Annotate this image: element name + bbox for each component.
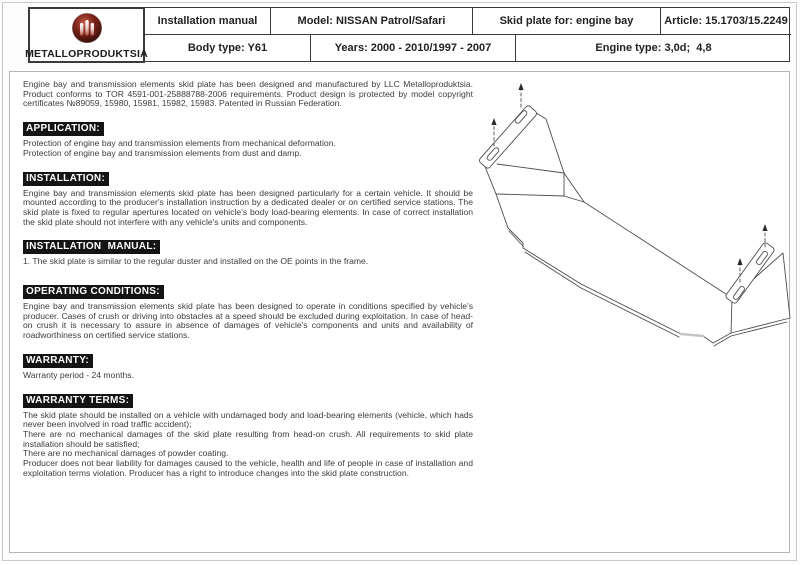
- arrowhead-icon: [491, 118, 496, 125]
- section-installation-manual: [23, 236, 473, 272]
- section-application: [23, 118, 473, 158]
- text-column: [23, 80, 473, 487]
- header-cell-model: Model: NISSAN Patrol/Safari: [271, 8, 473, 34]
- section-title-warranty-terms: WARRANTY TERMS:: [23, 394, 133, 408]
- skid-plate-diagram: [466, 76, 796, 361]
- arrowhead-icon: [737, 258, 742, 265]
- intro-paragraph: Engine bay and transmission elements skid plate has been designed and manufactured by LLC Metalloproduktsia. Product conforms to TOR 4591-001-25888788-2006 requirements. Product design is protected by model copyright certificates №89059, 15980, 15981, 15982, 15983. Patented in Russian Federation.: [23, 79, 473, 109]
- header-cell-skid-plate-for: Skid plate for: engine bay: [473, 8, 661, 34]
- content-box: [9, 71, 790, 553]
- installation-manual-step: 1. The skid plate is similar to the regular duster and installed on the OE points in the frame.: [23, 256, 369, 267]
- warranty-terms-paragraph: There are no mechanical damages of powder coating.: [23, 448, 229, 459]
- section-warranty-terms: [23, 390, 473, 479]
- warranty-terms-paragraph: Producer does not bear liability for damages caused to the vehicle, health and life of people in case of installation and exploitation terms violation. Producer has a right to introduce changes into the skid plate construction.: [23, 458, 473, 478]
- header-table: [25, 7, 790, 62]
- section-title-application: APPLICATION:: [23, 122, 104, 136]
- installation-paragraph: Engine bay and transmission elements skid plate has been designed particularly for a certain vehicle. It should be mounted according to the producer's installation instruction by a dedicated dealer or on certified service stations. The skid plate is fixed to regular apertures located on vehicle's body load-bearing elements. In case of correct installation the skid plate should not interfere with any vehicle's units and components.: [23, 187, 473, 227]
- section-title-warranty: WARRANTY:: [23, 354, 93, 368]
- header-cell-engine-type: Engine type: 3,0d; 4,8: [595, 42, 712, 54]
- arrowhead-icon: [762, 224, 767, 231]
- section-title-installation: INSTALLATION:: [23, 172, 109, 186]
- header-cell-article: Article: 15.1703/15.2249: [664, 15, 788, 27]
- header-rows: [145, 8, 791, 61]
- section-operating-conditions: [23, 281, 473, 341]
- header-cell-body-type: Body type: Y61: [145, 35, 311, 61]
- section-installation: [23, 168, 473, 228]
- logo-box: [25, 7, 148, 63]
- warranty-terms-paragraph: The skid plate should be installed on a vehicle with undamaged body and load-bearing elements (vehicle, which hads never been involved in road traffic accident);: [23, 409, 473, 430]
- warranty-terms-paragraph: There are no mechanical damages of the skid plate resulting from head-on crush. All requirements to skid plate installation should be satisfied;: [23, 428, 473, 449]
- header-cell-years: Years: 2000 - 2010/1997 - 2007: [311, 35, 516, 61]
- header-cell-installation-manual: Installation manual: [145, 8, 271, 34]
- header-row-1: [145, 8, 791, 35]
- section-title-operating-conditions: OPERATING CONDITIONS:: [23, 285, 164, 299]
- warranty-period-line: Warranty period - 24 months.: [23, 369, 134, 380]
- section-title-installation-manual: INSTALLATION MANUAL:: [23, 240, 160, 254]
- application-line: Protection of engine bay and transmission elements from mechanical deformation.: [23, 138, 336, 149]
- header-row-2: [145, 35, 791, 61]
- skid-plate-outline: [484, 111, 790, 343]
- operating-conditions-paragraph: Engine bay and transmission elements skid plate has been designed to operate in conditions specified by vehicle's producer. Cases of crush or driving into obstacles at a speed should be excluded during exploitation. In case of head-on crush it is necessary to assure in absence of damages of vehicle's components and units and availability of roadworthiness on certified service stations.: [23, 301, 473, 341]
- application-line: Protection of engine bay and transmission elements from dust and damp.: [23, 147, 302, 158]
- metalloproduktsia-logo-icon: [68, 11, 106, 47]
- section-warranty: [23, 350, 473, 381]
- brand-name: METALLOPRODUKTSIA: [25, 48, 148, 60]
- arrowhead-icon: [518, 83, 523, 90]
